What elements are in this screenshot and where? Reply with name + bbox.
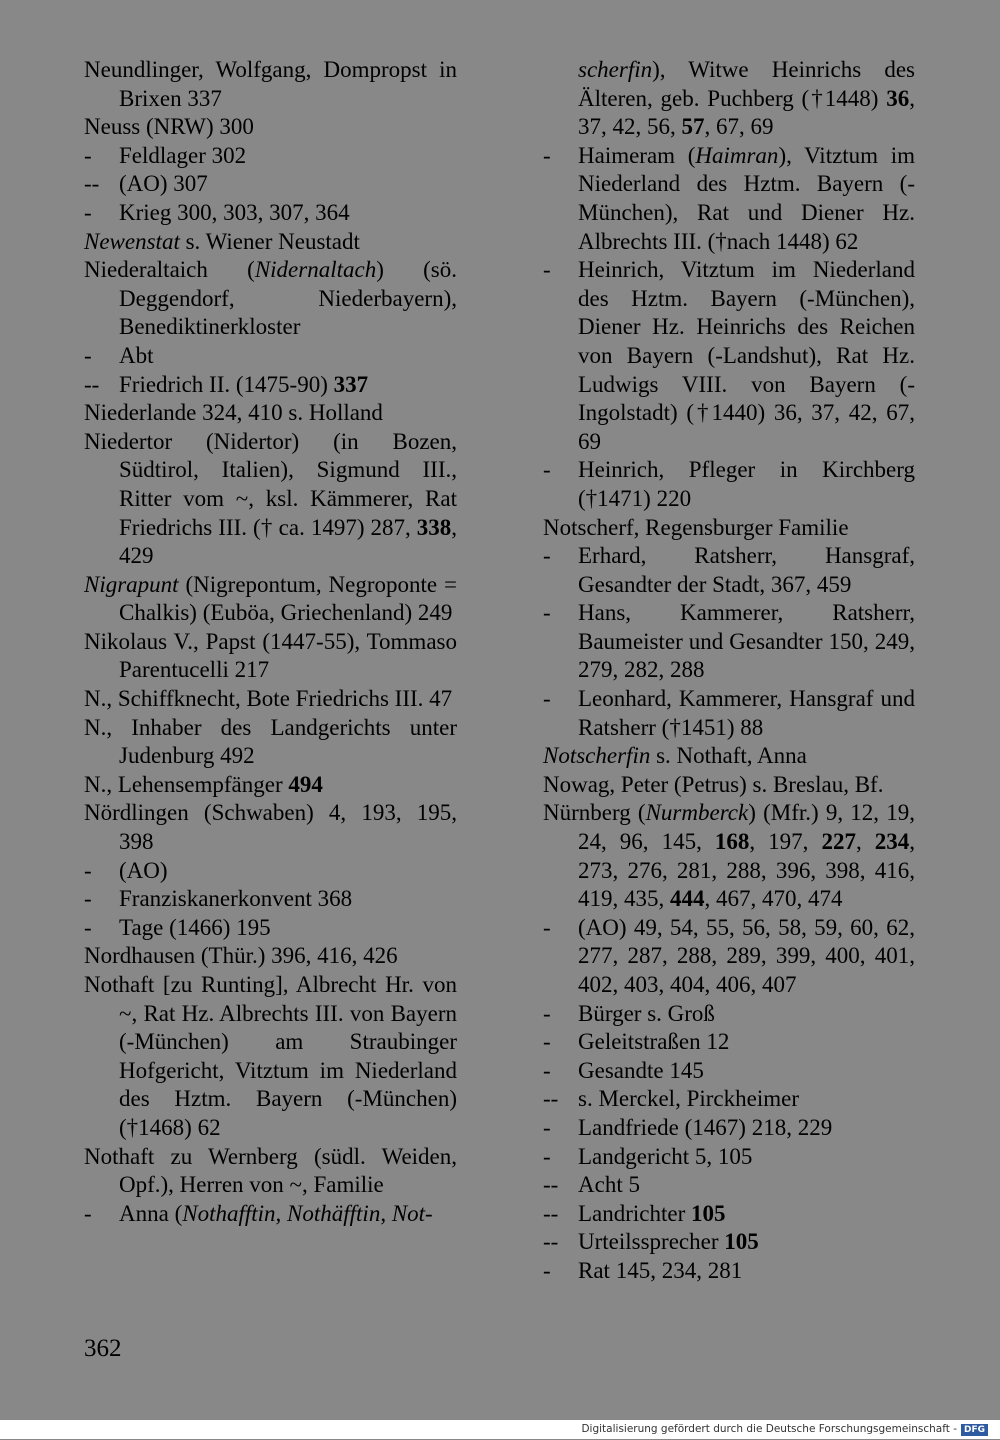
index-entry: Niederlande 324, 410 s. Holland (84, 400, 383, 426)
index-entry (84, 342, 457, 371)
entry-text: (AO) (119, 857, 168, 883)
index-entry: Neuss (NRW) 300 (84, 114, 254, 140)
entry-dash: - (543, 457, 551, 483)
index-entry (543, 1257, 915, 1286)
entry-dash: - (543, 1057, 551, 1083)
index-entry (84, 199, 457, 228)
index-entry: Niederaltaich (Nidernaltach) (sö. Deggendorf, Niederbayern), Benediktinerkloster (84, 257, 457, 340)
index-entry: Notscherf, Regensburger Familie (543, 514, 849, 540)
entry-text: Geleitstraßen 12 (578, 1029, 730, 1055)
entry-text: Anna (Nothafftin, Nothäfftin, Not- (119, 1200, 433, 1226)
entry-dash: - (84, 199, 92, 225)
index-entry (543, 256, 915, 456)
index-entry (543, 1200, 915, 1229)
index-entry (543, 599, 915, 685)
index-entry (84, 885, 457, 914)
entry-text: Landrichter 105 (578, 1200, 726, 1226)
index-column-right (543, 56, 915, 1286)
index-entry: Notscherfin s. Nothaft, Anna (543, 743, 807, 769)
entry-dash: - (543, 1000, 551, 1026)
entry-dash: - (84, 342, 92, 368)
entry-text: Landgericht 5, 105 (578, 1143, 753, 1169)
entry-dash: - (84, 914, 92, 940)
entry-text: Heinrich, Vitztum im Niederland des Hztm. Bayern (-München), Diener Hz. Heinrichs des Reichen von Bayern (-Landshut), Rat Hz. Ludwigs VIII. von Bayern (-Ingolstadt) (†1440) 36, 37, 42, 67, 69 (578, 257, 915, 454)
entry-dash: - (543, 1257, 551, 1283)
entry-text: Erhard, Ratsherr, Hansgraf, Gesandter der Stadt, 367, 459 (578, 543, 915, 597)
entry-text: Haimeram (Haimran), Vitztum im Niederland des Hztm. Bayern (-München), Rat und Diener Hz. Albrechts III. (†nach 1448) 62 (578, 142, 915, 254)
entry-dash: - (543, 1143, 551, 1169)
index-entry: Nordhausen (Thür.) 396, 416, 426 (84, 943, 398, 969)
index-entry: Nothaft [zu Runting], Albrecht Hr. von ~, Rat Hz. Albrechts III. von Bayern (-München) am Straubinger Hofgericht, Vitztum im Niederland des Hztm. Bayern (-München) (†1468) 62 (84, 972, 457, 1140)
index-entry (84, 170, 457, 199)
index-entry: Nothaft zu Wernberg (südl. Weiden, Opf.), Herren von ~, Familie (84, 1143, 457, 1198)
index-entry (543, 1114, 915, 1143)
index-entry: Nikolaus V., Papst (1447-55), Tommaso Parentucelli 217 (84, 628, 457, 683)
index-entry (84, 142, 457, 171)
entry-dash: -- (543, 1172, 559, 1198)
index-entry: scherfin), Witwe Heinrichs des Älteren, geb. Puchberg (†1448) 36, 37, 42, 56, 57, 67, 69 (578, 57, 915, 140)
entry-text: Krieg 300, 303, 307, 364 (119, 199, 350, 225)
index-entry: N., Lehensempfänger 494 (84, 771, 323, 797)
index-entry (84, 857, 457, 886)
entry-text: Friedrich II. (1475-90) 337 (119, 371, 369, 397)
entry-text: Heinrich, Pfleger in Kirchberg (†1471) 220 (578, 457, 915, 511)
entry-dash: - (84, 886, 92, 912)
entry-dash: - (84, 1200, 92, 1226)
entry-text: Urteilssprecher 105 (578, 1229, 759, 1255)
entry-text: Tage (1466) 195 (119, 914, 271, 940)
entry-text: Acht 5 (578, 1172, 640, 1198)
entry-dash: -- (543, 1200, 559, 1226)
index-entry: Niedertor (Nidertor) (in Bozen, Südtirol, Italien), Sigmund III., Ritter vom ~, ksl. Kämmerer, Rat Friedrichs III. († ca. 1497) 287, 338, 429 (84, 428, 457, 569)
entry-text: Rat 145, 234, 281 (578, 1257, 743, 1283)
index-column-left (84, 56, 457, 1228)
index-entry: Nürnberg (Nurmberck) (Mfr.) 9, 12, 19, 24, 96, 145, 168, 197, 227, 234, 273, 276, 281, 288, 396, 398, 416, 419, 435, 444, 467, 470, 474 (543, 800, 916, 912)
index-entry (543, 1085, 915, 1114)
index-entry (543, 1057, 915, 1086)
entry-dash: - (543, 914, 551, 940)
index-entry (543, 1171, 915, 1200)
entry-dash: - (543, 543, 551, 569)
entry-dash: -- (84, 371, 100, 397)
index-entry: Nördlingen (Schwaben) 4, 193, 195, 398 (84, 800, 457, 855)
index-entry: N., Inhaber des Landgerichts unter Judenburg 492 (84, 714, 457, 769)
entry-text: (AO) 307 (119, 171, 208, 197)
index-entry (84, 914, 457, 943)
entry-text: Leonhard, Kammerer, Hansgraf und Ratsherr (†1451) 88 (578, 686, 915, 740)
entry-dash: - (543, 1114, 551, 1140)
footer-credit: Digitalisierung gefördert durch die Deutsche Forschungsgemeinschaft - (581, 1423, 957, 1435)
index-entry: Neundlinger, Wolfgang, Dompropst in Brixen 337 (84, 57, 457, 111)
entry-dash: -- (543, 1229, 559, 1255)
footer-bar (0, 1420, 1000, 1439)
dfg-logo-icon: DFG (961, 1424, 988, 1436)
index-entry (543, 456, 915, 513)
index-entry (543, 1228, 915, 1257)
index-entry (543, 142, 915, 256)
page-number: 362 (84, 1335, 122, 1362)
entry-text: Feldlager 302 (119, 142, 247, 168)
index-entry: N., Schiffknecht, Bote Friedrichs III. 47 (84, 686, 453, 712)
index-entry: Nigrapunt (Nigrepontum, Negroponte = Chalkis) (Euböa, Griechenland) 249 (84, 571, 457, 626)
entry-dash: -- (84, 171, 100, 197)
index-entry (543, 1000, 915, 1029)
entry-dash: - (543, 142, 551, 168)
entry-dash: - (543, 686, 551, 712)
index-entry (84, 1200, 457, 1229)
entry-text: Landfriede (1467) 218, 229 (578, 1114, 833, 1140)
index-entry (543, 1028, 915, 1057)
entry-dash: - (84, 142, 92, 168)
index-entry: Nowag, Peter (Petrus) s. Breslau, Bf. (543, 771, 884, 797)
entry-text: (AO) 49, 54, 55, 56, 58, 59, 60, 62, 277, 287, 288, 289, 399, 400, 401, 402, 403, 404, 406, 407 (578, 914, 915, 997)
index-entry (84, 371, 457, 400)
entry-text: Abt (119, 342, 154, 368)
index-entry (543, 914, 915, 1000)
entry-dash: - (543, 257, 551, 283)
entry-text: Gesandte 145 (578, 1057, 704, 1083)
index-entry (543, 1143, 915, 1172)
index-entry: Newenstat s. Wiener Neustadt (84, 228, 360, 254)
entry-dash: - (84, 857, 92, 883)
entry-text: Hans, Kammerer, Ratsherr, Baumeister und Gesandter 150, 249, 279, 282, 288 (578, 600, 915, 683)
entry-dash: - (543, 600, 551, 626)
index-entry (543, 542, 915, 599)
entry-text: Bürger s. Groß (578, 1000, 715, 1026)
index-entry (543, 685, 915, 742)
entry-dash: -- (543, 1086, 559, 1112)
entry-dash: - (543, 1029, 551, 1055)
entry-text: s. Merckel, Pirckheimer (578, 1086, 799, 1112)
entry-text: Franziskanerkonvent 368 (119, 886, 353, 912)
